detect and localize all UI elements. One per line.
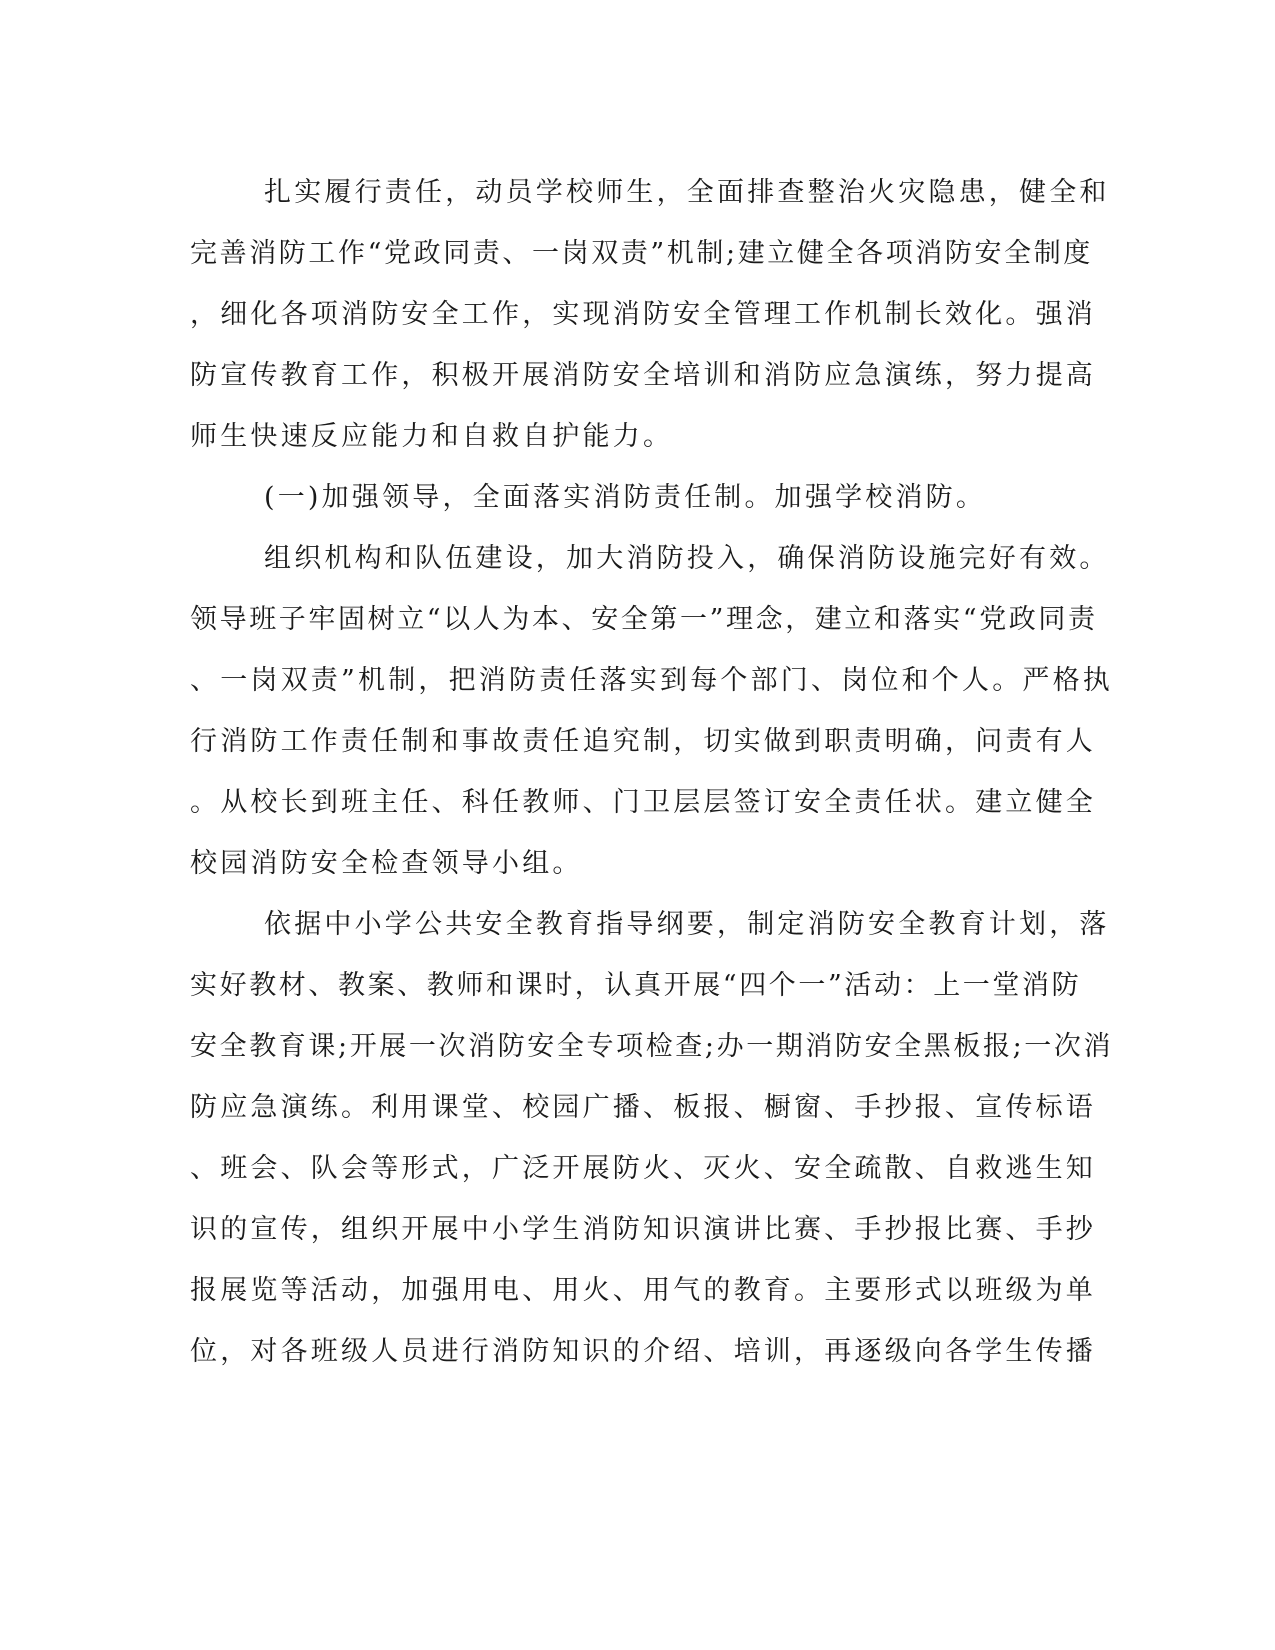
paragraph-line: 、一岗双责”机制，把消防责任落实到每个部门、岗位和个人。严格执 [190,665,1114,696]
paragraph-line: 识的宣传，组织开展中小学生消防知识演讲比赛、手抄报比赛、手抄 [190,1214,1096,1245]
paragraph-line: ，细化各项消防安全工作，实现消防安全管理工作机制长效化。强消 [190,299,1096,330]
paragraph-line: 防应急演练。利用课堂、校园广播、板报、橱窗、手抄报、宣传标语 [190,1092,1096,1123]
paragraph-line: 行消防工作责任制和事故责任追究制，切实做到职责明确，问责有人 [190,726,1096,757]
paragraph-line: 扎实履行责任，动员学校师生，全面排查整治火灾隐患，健全和 [264,177,1110,208]
paragraph-line: 完善消防工作“党政同责、一岗双责”机制;建立健全各项消防安全制度 [190,238,1093,269]
paragraph-line: 组织机构和队伍建设，加大消防投入，确保消防设施完好有效。 [264,543,1110,574]
paragraph-line: 防宣传教育工作，积极开展消防安全培训和消防应急演练，努力提高 [190,360,1096,391]
paragraph-line: 依据中小学公共安全教育指导纲要，制定消防安全教育计划，落 [264,909,1110,940]
paragraph-line: 报展览等活动，加强用电、用火、用气的教育。主要形式以班级为单 [190,1275,1096,1306]
paragraph-line: 校园消防安全检查领导小组。 [190,848,583,879]
section-heading: (一)加强领导，全面落实消防责任制。加强学校消防。 [264,482,987,513]
paragraph-line: 安全教育课;开展一次消防安全专项检查;办一期消防安全黑板报;一次消 [190,1031,1114,1062]
document-body [190,162,1114,1382]
paragraph-line: 位，对各班级人员进行消防知识的介绍、培训，再逐级向各学生传播 [190,1336,1096,1367]
paragraph-line: 、班会、队会等形式，广泛开展防火、灭火、安全疏散、自救逃生知 [190,1153,1096,1184]
paragraph-line: 实好教材、教案、教师和课时，认真开展“四个一”活动：上一堂消防 [190,970,1082,1001]
paragraph-line: 领导班子牢固树立“以人为本、安全第一”理念，建立和落实“党政同责 [190,604,1098,635]
paragraph-line: 。从校长到班主任、科任教师、门卫层层签订安全责任状。建立健全 [190,787,1096,818]
paragraph-line: 师生快速反应能力和自救自护能力。 [190,421,674,452]
